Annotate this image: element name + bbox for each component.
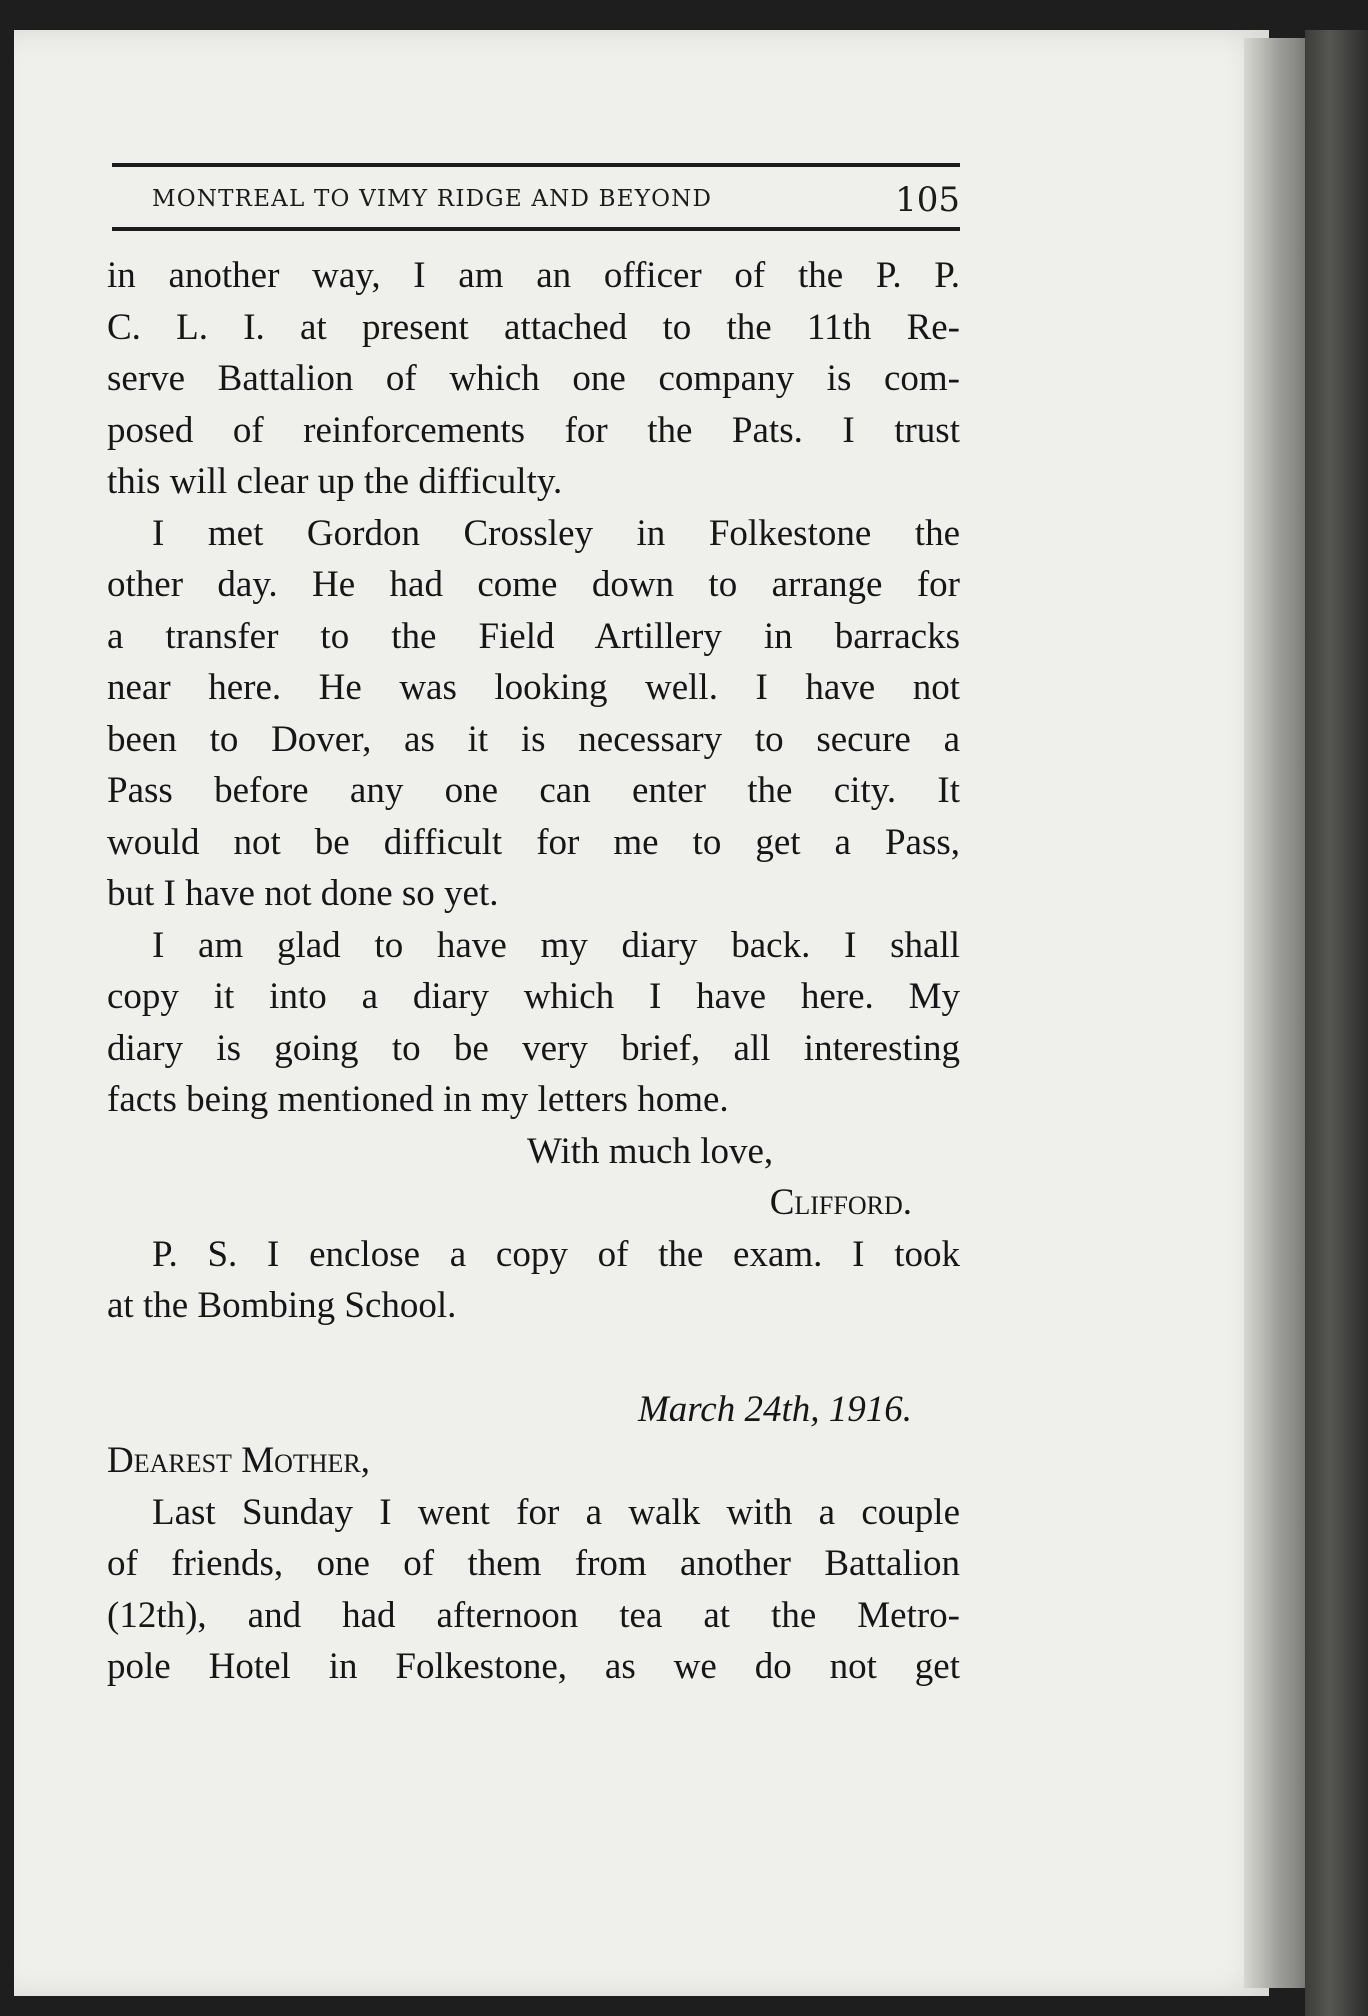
text-line: copy it into a diary which I have here. My [107, 976, 960, 1017]
book-cover-edge [1305, 30, 1368, 2016]
text-line: I am glad to have my diary back. I shall [152, 924, 960, 966]
text-line: of friends, one of them from another Battalion [107, 1543, 960, 1584]
letter-signature: Clifford. [769, 1182, 912, 1223]
running-head [112, 180, 960, 224]
text-line: been to Dover, as it is necessary to secure a [107, 718, 960, 760]
text-line: other day. He had come down to arrange for [107, 564, 960, 605]
letter-date: March 24th, 1916. [637, 1388, 912, 1430]
text-line: C. L. I. at present attached to the 11th Re- [107, 306, 960, 348]
text-line: this will clear up the difficulty. [107, 461, 563, 502]
text-line: serve Battalion of which one company is com- [107, 358, 960, 399]
running-title: MONTREAL TO VIMY RIDGE AND BEYOND [152, 186, 713, 212]
text-line: I met Gordon Crossley in Folkestone the [152, 512, 960, 554]
text-line: Last Sunday I went for a walk with a couple [152, 1491, 960, 1533]
text-line: Pass before any one can enter the city. It [107, 770, 960, 811]
page-number: 105 [895, 180, 960, 220]
text-line: near here. He was looking well. I have not [107, 667, 960, 708]
page-edges [1244, 38, 1312, 1988]
header-rule-bottom [112, 227, 960, 231]
letter-salutation: Dearest Mother, [107, 1440, 371, 1481]
text-line: but I have not done so yet. [107, 873, 499, 914]
letter-separator [107, 1332, 960, 1384]
body-text [107, 250, 960, 1693]
letter-closing: With much love, [527, 1130, 774, 1172]
postscript-line: at the Bombing School. [107, 1285, 457, 1326]
text-line: a transfer to the Field Artillery in barracks [107, 615, 960, 657]
text-line: posed of reinforcements for the Pats. I trust [107, 409, 960, 451]
postscript-line: P. S. I enclose a copy of the exam. I took [152, 1233, 960, 1275]
header-rule-top [112, 163, 960, 167]
text-line: in another way, I am an officer of the P. P. [107, 255, 960, 296]
text-line: would not be difficult for me to get a Pass, [107, 821, 960, 863]
text-line: facts being mentioned in my letters home. [107, 1079, 729, 1120]
text-line: (12th), and had afternoon tea at the Metro- [107, 1594, 960, 1636]
text-line: diary is going to be very brief, all interesting [107, 1027, 960, 1069]
text-line: pole Hotel in Folkestone, as we do not get [107, 1646, 960, 1687]
